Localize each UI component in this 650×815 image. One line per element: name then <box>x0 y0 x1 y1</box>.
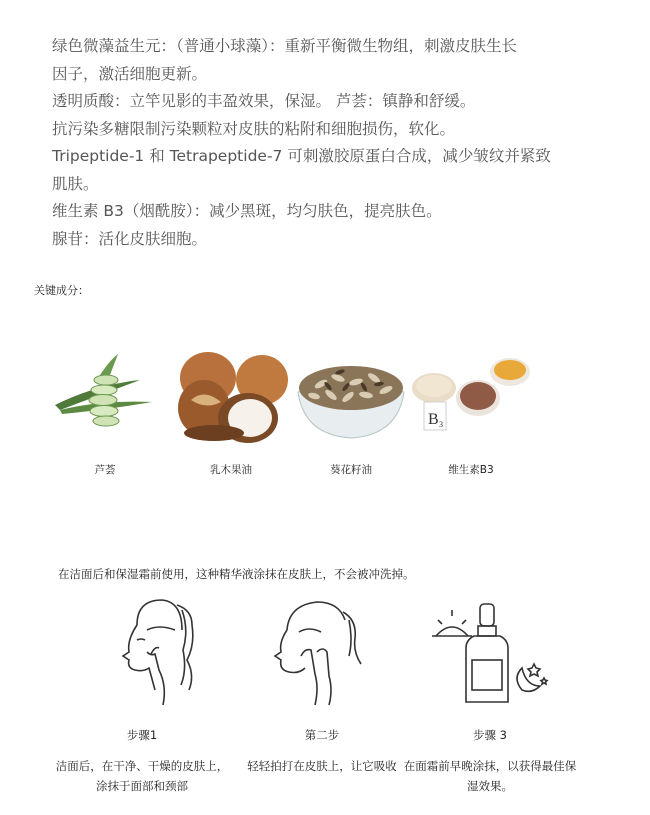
serum-bottle-icon <box>430 590 550 710</box>
description-line: 腺苷：活化皮肤细胞。 <box>52 229 208 248</box>
step-text: 在面霜前早晚涂抹，以获得最佳保湿效果。 <box>403 759 577 793</box>
description-line: Tripeptide-1 和 Tetrapeptide-7 可刺激胶原蛋白合成，减少皱纹并紧致 <box>52 147 551 165</box>
ingredient-label: 葵花籽油 <box>330 464 372 476</box>
description-line: 因子，激活细胞更新。 <box>52 64 208 83</box>
ingredient-label: 乳木果油 <box>210 464 252 476</box>
step-title: 第二步 <box>304 728 340 742</box>
ingredient-sunflower <box>286 340 416 480</box>
svg-text:B: B <box>428 411 439 428</box>
description-line: 抗污染多糖限制污染颗粒对皮肤的粘附和细胞损伤，软化。 <box>52 119 456 138</box>
description-line: 维生素 B3（烟酰胺）：减少黑斑，均匀肤色，提亮肤色。 <box>52 202 442 220</box>
ingredient-shea <box>166 340 296 480</box>
step-text: 洁面后，在干净、干燥的皮肤上，涂抹于面部和颈部 <box>55 759 229 793</box>
description-block <box>52 33 612 253</box>
shea-nut-icon <box>166 340 296 450</box>
description-line: 透明质酸：立竿见影的丰盈效果，保湿。 芦荟：镇静和舒缓。 <box>52 92 476 110</box>
step-title: 步骤1 <box>126 728 158 742</box>
usage-steps <box>0 590 650 800</box>
description-line: 绿色微藻益生元：（普通小球藻）：重新平衡微生物组，刺激皮肤生长 <box>52 37 518 55</box>
vitamin-b3-icon <box>406 340 536 450</box>
step-text: 轻轻拍打在皮肤上，让它吸收 <box>247 759 397 773</box>
ingredient-label: 芦荟 <box>94 464 116 476</box>
step-3 <box>400 590 580 800</box>
ingredient-label: 维生素B3 <box>448 464 494 476</box>
svg-text:3: 3 <box>439 420 443 429</box>
step-2 <box>232 590 412 800</box>
ingredient-vitamin-b3 <box>406 340 536 480</box>
step-title: 步骤 3 <box>473 728 507 742</box>
step-1 <box>52 590 232 800</box>
face-pat-icon <box>257 590 377 710</box>
aloe-vera-icon <box>40 340 170 450</box>
description-line: 肌肤。 <box>52 174 99 193</box>
usage-note: 在洁面后和保湿霜前使用，这种精华液涂抹在皮肤上，不会被冲洗掉。 <box>58 567 415 581</box>
ingredient-aloe <box>40 340 170 480</box>
ingredients-row <box>0 340 650 480</box>
face-apply-icon <box>97 590 217 710</box>
sunflower-seeds-icon <box>286 340 416 450</box>
key-ingredients-heading: 关键成分： <box>34 284 89 297</box>
